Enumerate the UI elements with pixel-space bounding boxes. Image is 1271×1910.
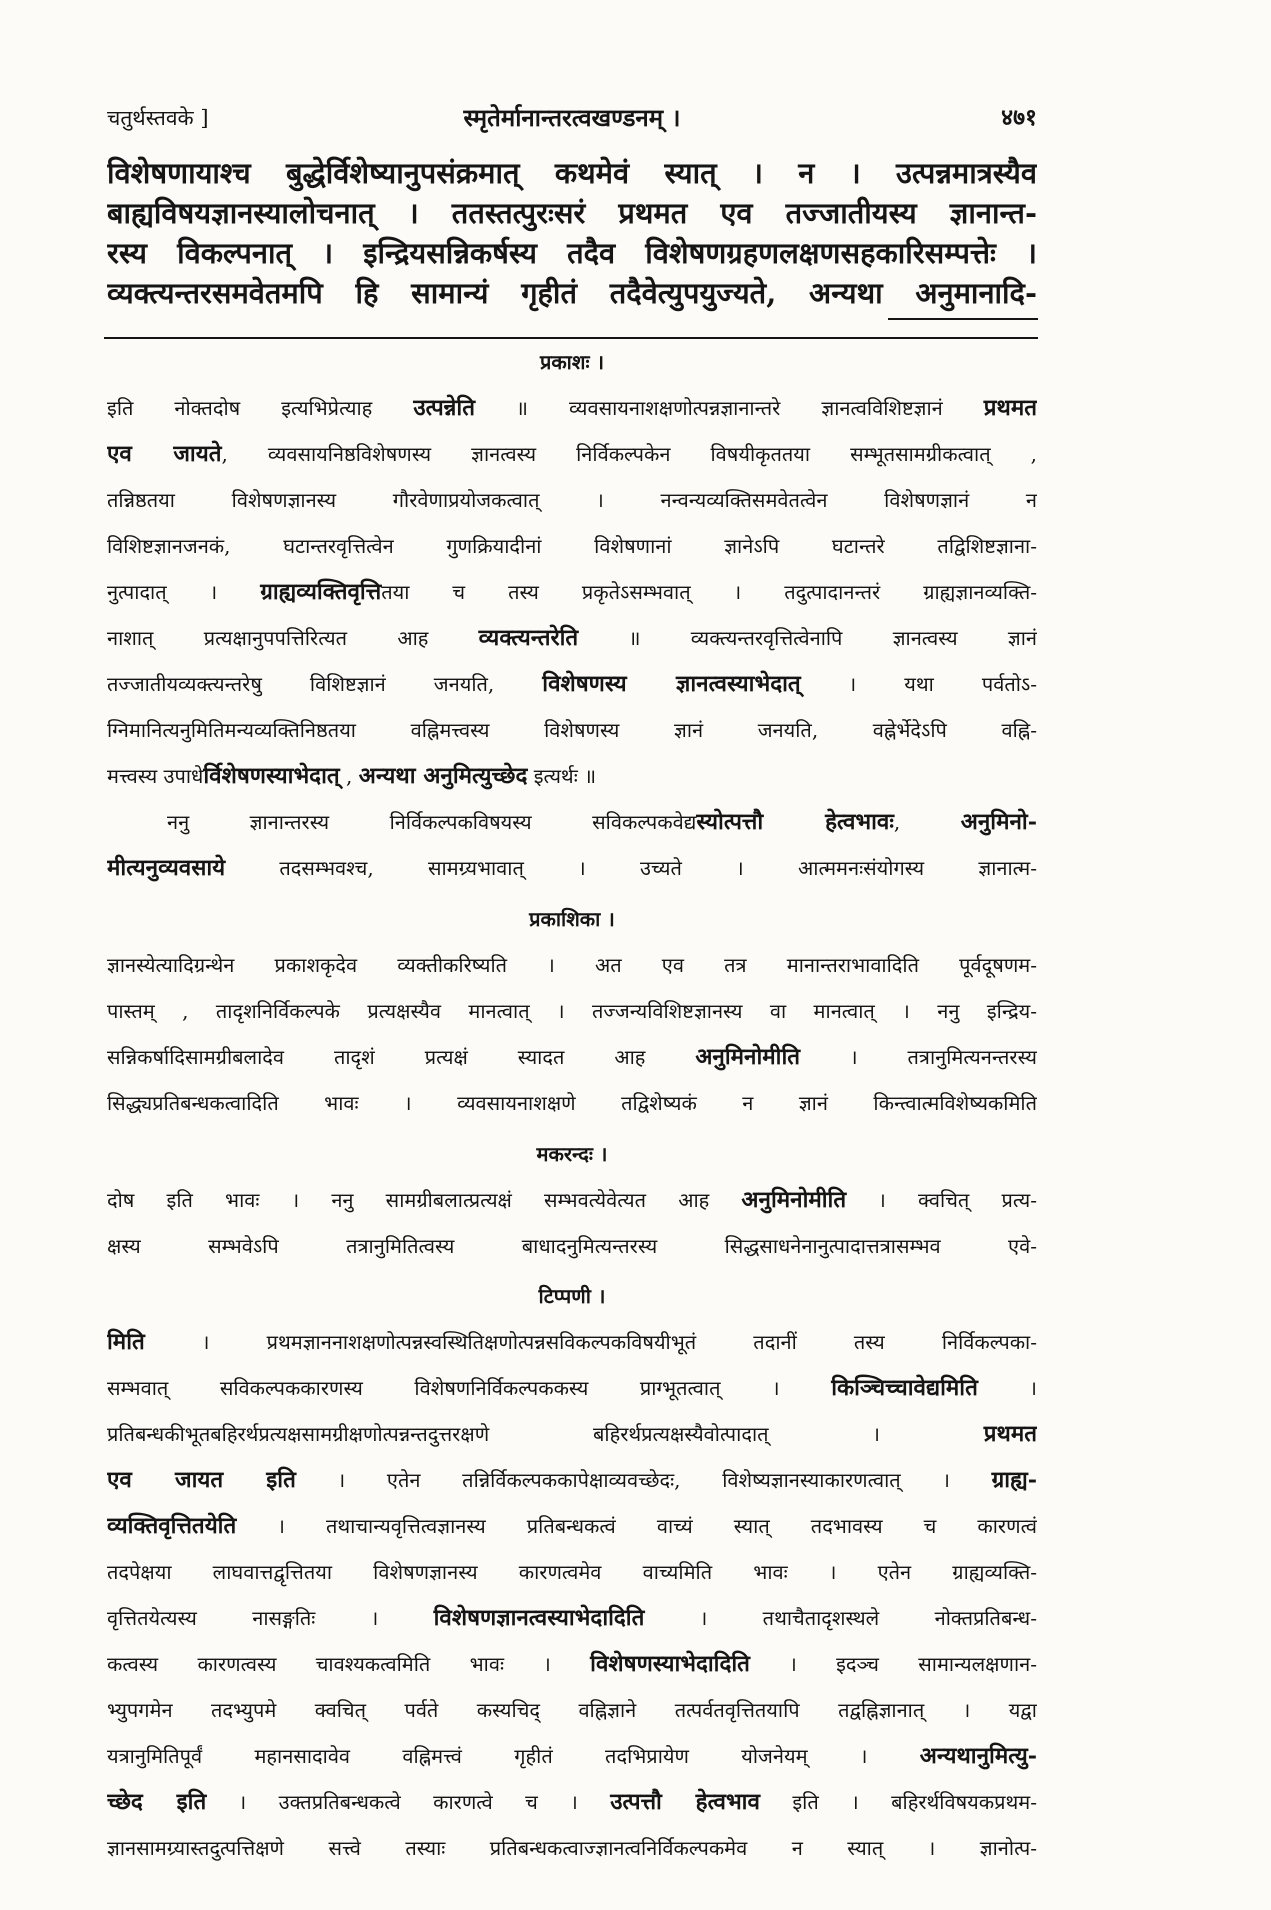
bold-lemma: व्यक्तिवृत्तितयेति xyxy=(107,1513,237,1539)
tippani-line xyxy=(107,1457,1037,1503)
text-run: सन्निकर्षादिसामग्रीबलादेव तादृशं प्रत्यक्षं स्यादत आह xyxy=(107,1045,696,1069)
prakashika-line xyxy=(107,942,1037,988)
text-run: विशेषणायाश्च बुद्धेर्विशेष्यानुपसंक्रमात् कथमेवं स्यात् । न । उत्पन्नमात्रस्यैव xyxy=(107,156,1037,190)
tippani-line xyxy=(107,1595,1037,1641)
text-run: प्रतिबन्धकीभूतबहिरर्थप्रत्यक्षसामग्रीक्षणोत्पन्नन्तदुत्तरक्षणे बहिरर्थप्रत्यक्षस्यैवोत्पादात् । xyxy=(107,1422,984,1446)
running-head-section: चतुर्थस्तवके ] xyxy=(107,106,209,130)
makaranda-line xyxy=(107,1177,1037,1223)
bold-lemma: एव जायते xyxy=(107,441,222,467)
page-number: ४७१ xyxy=(1001,104,1037,131)
prakasha-line xyxy=(107,615,1037,661)
text-run: ॥ व्यक्त्यन्तरवृत्तित्वेनापि ज्ञानत्वस्य ज्ञानं xyxy=(578,626,1037,650)
commentary-heading: टिप्पणी । xyxy=(538,1284,606,1308)
text-run: ननु ज्ञानान्तरस्य निर्विकल्पकविषयस्य सविकल्पकवेद्य xyxy=(167,810,697,834)
tippani-line xyxy=(107,1503,1037,1549)
bold-lemma: प्रथमत xyxy=(983,1421,1037,1447)
running-head-title: स्मृतेर्मानान्तरत्वखण्डनम् । xyxy=(463,103,681,132)
text-run: । इदञ्च सामान्यलक्षणान- xyxy=(749,1652,1037,1676)
text-run: नाशात् प्रत्यक्षानुपपत्तिरित्यत आह xyxy=(107,626,479,650)
text-run: व्यक्त्यन्तरसमवेतमपि हि सामान्यं गृहीतं तदैवेत्युपयुज्यते, अन्यथा अनुमानादि- xyxy=(107,276,1037,310)
bold-lemma: च्छेद इति xyxy=(107,1789,207,1815)
commentary-makaranda xyxy=(107,1131,1037,1269)
tippani-line xyxy=(107,1411,1037,1457)
tippani-line xyxy=(107,1733,1037,1779)
text-run: इति नोक्तदोष इत्यभिप्रेत्याह xyxy=(107,396,414,420)
text-run: । तथाचान्यवृत्तित्वज्ञानस्य प्रतिबन्धकत्वं वाच्यं स्यात् तदभावस्य च कारणत्वं xyxy=(236,1514,1037,1538)
bold-lemma: किञ्चिच्चावेद्यमिति xyxy=(831,1375,978,1401)
bold-lemma: मिति xyxy=(107,1329,145,1355)
text-run: तदसम्भवश्च, सामग्र्यभावात् । उच्यते । आत्ममनःसंयोगस्य ज्ञानात्म- xyxy=(225,856,1037,880)
bold-lemma: एव जायत इति xyxy=(107,1467,296,1493)
running-head xyxy=(107,100,1037,136)
prakasha-line xyxy=(107,661,1037,707)
text-run: , व्यवसायनिष्ठविशेषणस्य ज्ञानत्वस्य निर्विकल्पकेन विषयीकृततया सम्भूतसामग्रीकत्वात् , xyxy=(221,442,1037,466)
tippani-line xyxy=(107,1825,1037,1871)
text-run: वृत्तितयेत्यस्य नासङ्गतिः । xyxy=(107,1606,434,1630)
prakashika-line xyxy=(107,988,1037,1034)
bold-lemma: विशेषणस्याभेदादिति xyxy=(590,1651,750,1677)
text-run: बाह्यविषयज्ञानस्यालोचनात् । ततस्तत्पुरःसरं प्रथमत एव तज्जातीयस्य ज्ञानान्त- xyxy=(107,196,1037,230)
commentary-tippani xyxy=(107,1273,1037,1871)
text-run: , xyxy=(339,764,359,788)
text-run: । क्वचित् प्रत्य- xyxy=(846,1188,1037,1212)
text-run: ॥ व्यवसायनाशक्षणोत्पन्नज्ञानान्तरे ज्ञानत्वविशिष्टज्ञानं xyxy=(475,396,984,420)
tippani-line xyxy=(107,1319,1037,1365)
text-run: । प्रथमज्ञाननाशक्षणोत्पन्नस्वस्थितिक्षणोत्पन्नसविकल्पकविषयीभूतं तदानीं तस्य निर्विकल्पका- xyxy=(144,1330,1037,1354)
text-run: ज्ञानसामग्र्यास्तदुत्पत्तिक्षणे सत्त्वे तस्याः प्रतिबन्धकत्वाज्ज्ञानत्वनिर्विकल्पकमेव न स्यात् । ज्ञानोत्प- xyxy=(107,1836,1037,1860)
commentary-heading: प्रकाशिका । xyxy=(529,907,615,931)
text-run: ज्ञानस्येत्यादिग्रन्थेन प्रकाशकृदेव व्यक्तीकरिष्यति । अत एव तत्र मानान्तराभावादिति पूर्वदूषणम- xyxy=(107,953,1037,977)
text-run: तदपेक्षया लाघवात्तद्वृत्तितया विशेषणज्ञानस्य कारणत्वमेव वाच्यमिति भावः । एतेन ग्राह्यव्यक्ति- xyxy=(107,1560,1037,1584)
bold-lemma: व्यक्त्यन्तरेति xyxy=(478,625,579,651)
text-run: ग्निमानित्यनुमितिमन्यव्यक्तिनिष्ठतया वह्निमत्त्वस्य विशेषणस्य ज्ञानं जनयति, वह्नेर्भेदेऽपि वह्नि- xyxy=(107,718,1037,742)
commentary-prakasha xyxy=(107,339,1037,891)
tippani-line xyxy=(107,1641,1037,1687)
text-run: विशिष्टज्ञानजनकं, घटान्तरवृत्तित्वेन गुणक्रियादीनां विशेषणानां ज्ञानेऽपि घटान्तरे तद्विशिष्टज्ञाना- xyxy=(107,534,1037,558)
commentary-heading: प्रकाशः । xyxy=(539,350,605,374)
text-run: इति । बहिरर्थविषयकप्रथम- xyxy=(759,1790,1037,1814)
text-run: तन्निष्ठतया विशेषणज्ञानस्य गौरवेणाप्रयोजकत्वात् । नन्वन्यव्यक्तिसमवेतत्वेन विशेषणज्ञानं न xyxy=(107,488,1037,512)
text-run: कत्वस्य कारणत्वस्य चावश्यकत्वमिति भावः । xyxy=(107,1652,591,1676)
text-run: नुत्पादात् । xyxy=(107,580,261,604)
text-run: रस्य विकल्पनात् । इन्द्रियसन्निकर्षस्य तदैव विशेषणग्रहणलक्षणसहकारिसम्पत्तेः । xyxy=(107,236,1037,270)
mula-line xyxy=(107,193,1037,233)
tippani-line xyxy=(107,1687,1037,1733)
tippani-line xyxy=(107,1549,1037,1595)
prakasha-line xyxy=(107,707,1037,753)
text-run: । तत्रानुमित्यनन्तरस्य xyxy=(800,1045,1037,1069)
mula-text-block xyxy=(107,153,1037,313)
bold-lemma: अनुमिनो- xyxy=(960,809,1037,835)
text-run: क्षस्य सम्भवेऽपि तत्रानुमितित्वस्य बाधादनुमित्यन्तरस्य सिद्धसाधनेनानुत्पादात्तत्रासम्भव एवे- xyxy=(107,1234,1037,1258)
text-run: । यथा पर्वतोऽ- xyxy=(800,672,1037,696)
bold-lemma: प्रथमत xyxy=(983,395,1037,421)
bold-lemma: अनुमिनोमीति xyxy=(695,1044,801,1070)
prakasha-line xyxy=(107,477,1037,523)
prakasha-line xyxy=(107,753,1037,799)
bold-lemma: स्योत्पत्तौ हेत्वभावः xyxy=(696,809,894,835)
prakasha-line xyxy=(107,799,1037,845)
text-run: तज्जातीयव्यक्त्यन्तरेषु विशिष्टज्ञानं जनयति, xyxy=(107,672,543,696)
commentary-prakashika xyxy=(107,896,1037,1126)
text-run: दोष इति भावः । ननु सामग्रीबलात्प्रत्यक्षं सम्भवत्येवेत्यत आह xyxy=(107,1188,742,1212)
prakasha-line xyxy=(107,569,1037,615)
bold-lemma: मीत्यनुव्यवसाये xyxy=(107,855,226,881)
mula-line xyxy=(107,233,1037,273)
bold-lemma: उत्पत्तौ हेत्वभाव xyxy=(610,1789,760,1815)
mula-line xyxy=(107,153,1037,193)
text-run: इत्यर्थः ॥ xyxy=(527,764,597,788)
bold-lemma: विशेषणज्ञानत्वस्याभेदादिति xyxy=(433,1605,645,1631)
bold-lemma: उत्पन्नेति xyxy=(413,395,475,421)
text-run: मत्त्वस्य उपाधे xyxy=(107,764,204,788)
tippani-line xyxy=(107,1365,1037,1411)
prakashika-line xyxy=(107,1034,1037,1080)
text-run: भ्युपगमेन तदभ्युपमे क्वचित् पर्वते कस्यचिद् वह्निज्ञाने तत्पर्वतवृत्तितयापि तद्वह्निज्ञानात् । यद्वा xyxy=(107,1698,1037,1722)
text-run: , xyxy=(893,810,961,834)
bold-lemma: अन्यथानुमित्यु- xyxy=(919,1743,1037,1769)
bold-lemma: विशेषणस्य ज्ञानत्वस्याभेदात् xyxy=(542,671,801,697)
makaranda-line xyxy=(107,1223,1037,1269)
text-run: सम्भवात् सविकल्पककारणस्य विशेषणनिर्विकल्पककस्य प्राग्भूतत्वात् । xyxy=(107,1376,832,1400)
bold-lemma: र्विशेषणस्याभेदात् xyxy=(203,763,340,789)
commentary-heading: मकरन्दः । xyxy=(536,1142,608,1166)
mula-underline xyxy=(888,318,1038,320)
bold-lemma: ग्राह्यव्यक्तिवृत्ति xyxy=(260,579,382,605)
bold-lemma: अनुमिनोमीति xyxy=(741,1187,847,1213)
text-run: । xyxy=(977,1376,1037,1400)
text-run: सिद्ध्यप्रतिबन्धकत्वादिति भावः । व्यवसायनाशक्षणे तद्विशेष्यकं न ज्ञानं किन्त्वात्मविशेष्यकमिति xyxy=(107,1091,1037,1115)
prakashika-line xyxy=(107,1080,1037,1126)
prakasha-line xyxy=(107,523,1037,569)
bold-lemma: ग्राह्य- xyxy=(991,1467,1037,1493)
prakasha-line xyxy=(107,845,1037,891)
text-run: । उक्तप्रतिबन्धकत्वे कारणत्वे च । xyxy=(206,1790,611,1814)
prakasha-line xyxy=(107,431,1037,477)
bold-lemma: अन्यथा अनुमित्युच्छेद xyxy=(358,763,528,789)
tippani-line xyxy=(107,1779,1037,1825)
text-run: तया च तस्य प्रकृतेऽसम्भवात् । तदुत्पादानन्तरं ग्राह्यज्ञानव्यक्ति- xyxy=(381,580,1037,604)
text-run: पास्तम् , तादृशनिर्विकल्पके प्रत्यक्षस्यैव मानत्वात् । तज्जन्यविशिष्टज्ञानस्य वा मानत्वात् । ननु इन्द्रिय- xyxy=(107,999,1037,1023)
text-run: । तथाचैतादृशस्थले नोक्तप्रतिबन्ध- xyxy=(644,1606,1037,1630)
prakasha-line xyxy=(107,385,1037,431)
mula-line xyxy=(107,273,1037,313)
text-run: । एतेन तन्निर्विकल्पककापेक्षाव्यवच्छेदः, विशेष्यज्ञानस्याकारणत्वात् । xyxy=(295,1468,992,1492)
text-run: यत्रानुमितिपूर्वं महानसादावेव वह्निमत्त्वं गृहीतं तदभिप्रायेण योजनेयम् । xyxy=(107,1744,920,1768)
